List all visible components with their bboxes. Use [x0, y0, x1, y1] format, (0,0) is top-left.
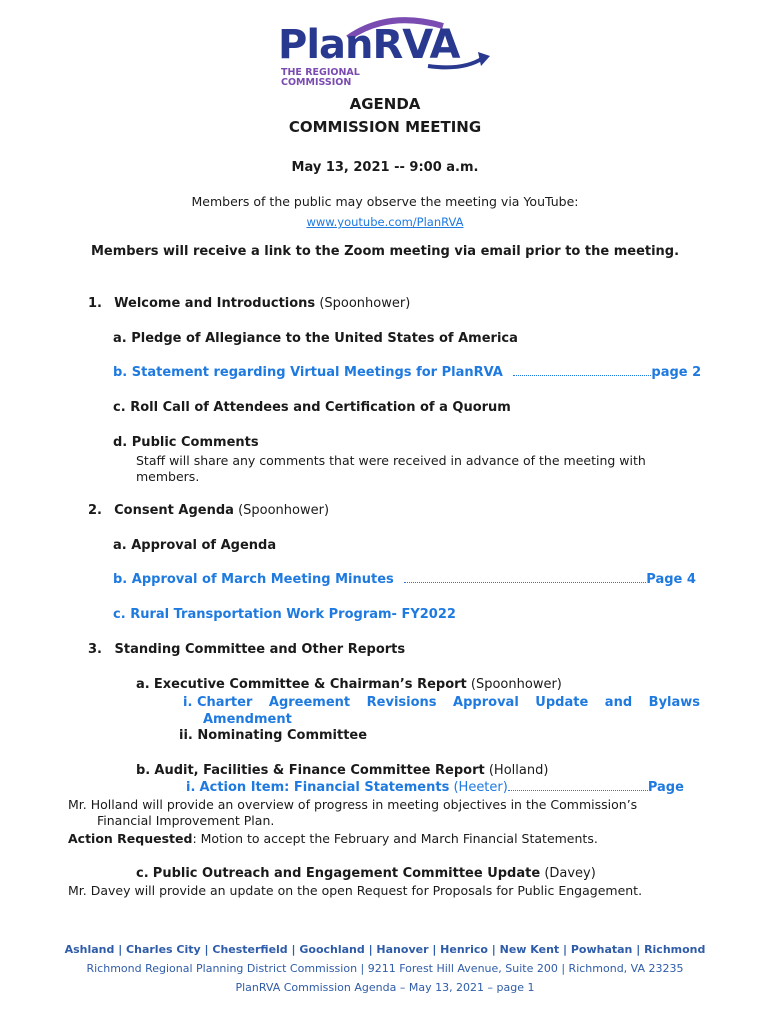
- item-3a-i-link[interactable]: i. Charter Agreement Revisions Approval Update and Bylaws Amendment: [183, 695, 701, 727]
- item-2a: a. Approval of Agenda: [113, 538, 277, 553]
- agenda-title: AGENDA: [349, 95, 421, 113]
- meeting-date: May 13, 2021 -- 9:00 a.m.: [291, 160, 479, 175]
- footer-localities: Ashland | Charles City | Chesterfield | Goochland | Hanover | Henrico | New Kent | Powhatan | Richmond: [64, 943, 706, 956]
- public-note: Members of the public may observe the meeting via YouTube:: [191, 194, 579, 209]
- meeting-title: COMMISSION MEETING: [288, 118, 482, 136]
- item-3b-desc: Mr. Holland will provide an overview of progress in meeting objectives in the Commission’s Financial Improvement Plan.: [68, 797, 638, 828]
- item-1: 1. Welcome and Introductions (Spoonhower): [88, 296, 411, 311]
- logo-wordmark: PlanRVA: [278, 22, 460, 68]
- item-3a: a. Executive Committee & Chairman’s Report (Spoonhower): [136, 677, 562, 692]
- item-3a-ii: ii. Nominating Committee: [179, 728, 368, 743]
- action-requested: Action Requested: Motion to accept the February and March Financial Statements.: [68, 831, 598, 846]
- item-2c-link[interactable]: c. Rural Transportation Work Program- FY2022: [113, 607, 456, 622]
- item-2b-link[interactable]: b. Approval of March Meeting Minutes Page 4: [113, 572, 696, 587]
- logo-subtitle: THE REGIONAL COMMISSION: [281, 67, 360, 88]
- item-3b: b. Audit, Facilities & Finance Committee Report (Holland): [136, 763, 549, 778]
- item-3: 3. Standing Committee and Other Reports: [88, 642, 406, 657]
- item-1b-link[interactable]: b. Statement regarding Virtual Meetings for PlanRVA page 2: [113, 365, 702, 380]
- item-2: 2. Consent Agenda (Spoonhower): [88, 503, 330, 518]
- item-3c: c. Public Outreach and Engagement Committee Update (Davey): [136, 866, 596, 881]
- item-1d: d. Public Comments: [113, 435, 259, 450]
- item-1a: a. Pledge of Allegiance to the United States of America: [113, 331, 518, 346]
- item-1d-desc: Staff will share any comments that were received in advance of the meeting with members.: [136, 453, 646, 484]
- item-1c: c. Roll Call of Attendees and Certification of a Quorum: [113, 400, 511, 415]
- footer-address: Richmond Regional Planning District Commission | 9211 Forest Hill Avenue, Suite 200 | Richmond, VA 23235: [86, 962, 684, 975]
- youtube-link[interactable]: www.youtube.com/PlanRVA: [306, 215, 464, 229]
- item-3c-desc: Mr. Davey will provide an update on the open Request for Proposals for Public Engagement.: [68, 883, 643, 898]
- planrva-logo: [278, 16, 492, 96]
- item-3b-i-link[interactable]: i. Action Item: Financial Statements (Heeter) Page: [186, 780, 684, 795]
- zoom-note: Members will receive a link to the Zoom meeting via email prior to the meeting.: [90, 244, 680, 259]
- footer-page: PlanRVA Commission Agenda – May 13, 2021 – page 1: [235, 981, 535, 994]
